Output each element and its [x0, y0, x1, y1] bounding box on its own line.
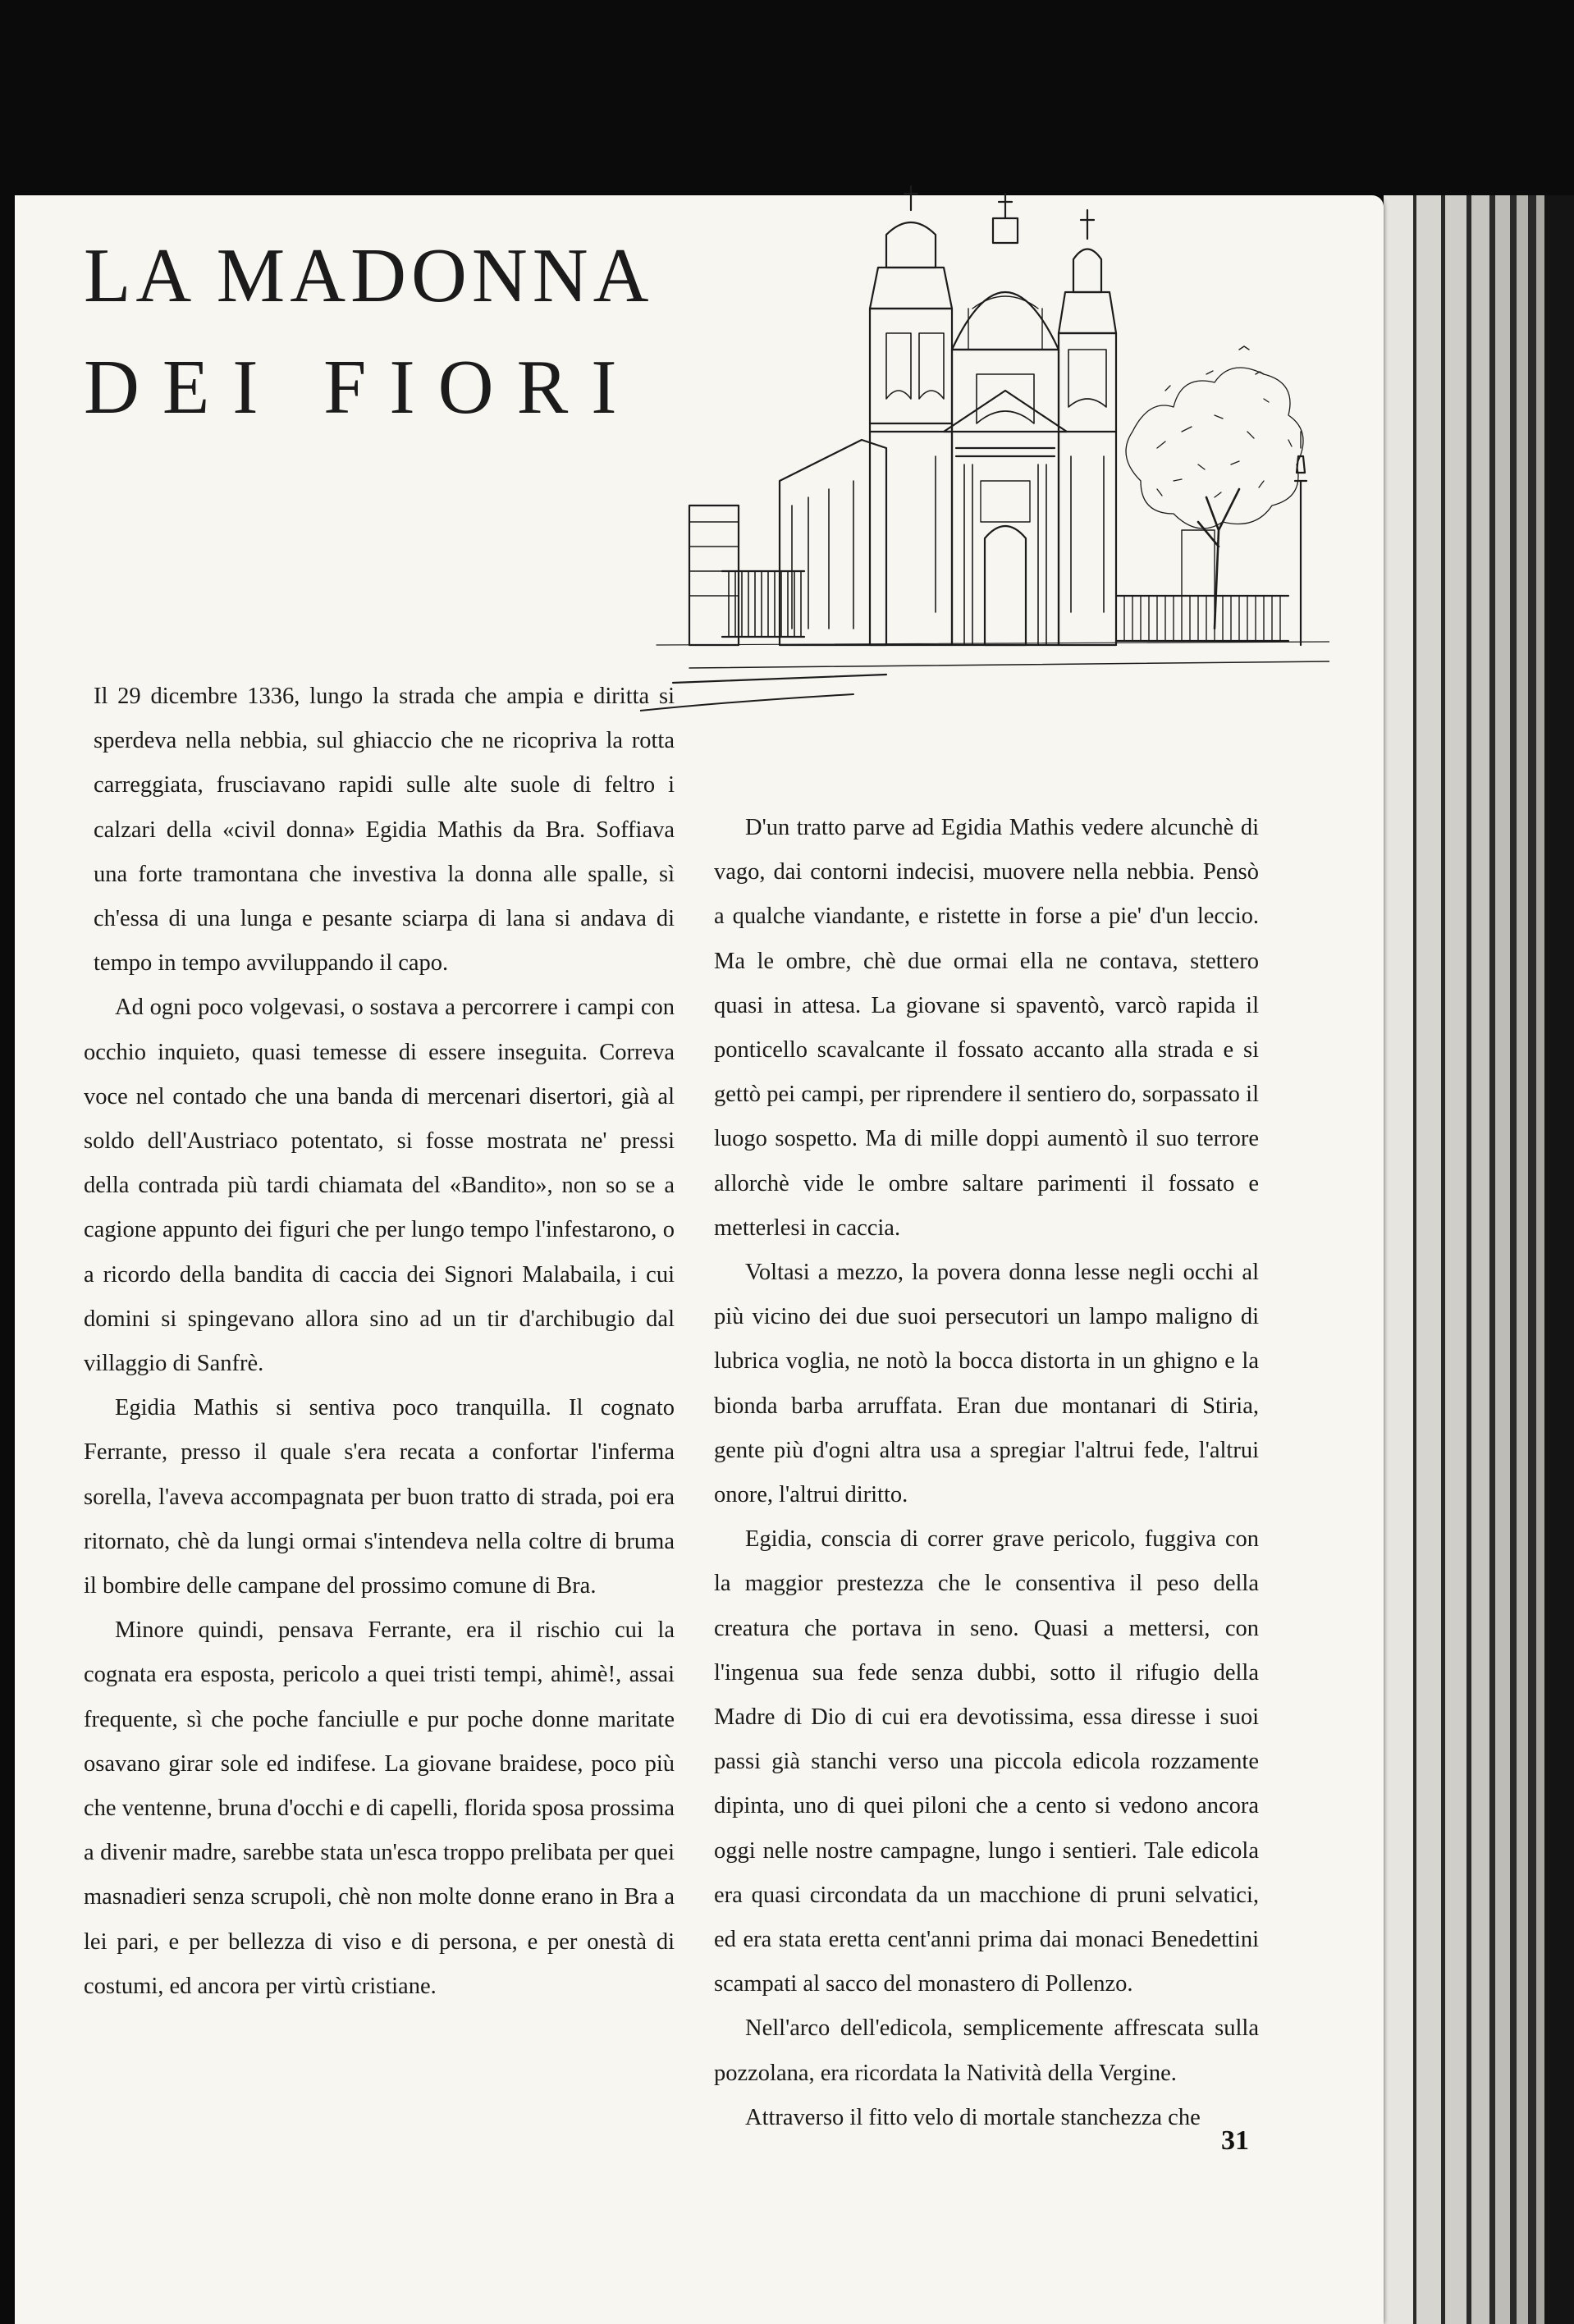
article-column-right	[714, 806, 1259, 2140]
paragraph: Il 29 dicembre 1336, lungo la strada che ampia e diritta si sperdeva nella nebbia, sul ghiaccio che ne ricopriva la rotta carreggiata, frusciavano rapidi sulle alte suole di feltro i calzari della «civil donna» Egidia Mathis da Bra. Soffiava una forte tramontana che investiva la donna alle spalle, sì ch'essa di una lunga e pesante sciarpa di lana si andava di tempo in tempo avviluppando il capo.	[94, 684, 675, 977]
paragraph: D'un tratto parve ad Egidia Mathis vedere alcunchè di vago, dai contorni indecisi, muovere nella nebbia. Pensò a qualche viandante, e ristette in forse a pie' d'un leccio. Ma le ombre, chè due ormai ella ne contava, stettero quasi in attesa. La giovane si spaventò, varcò rapida il ponticello scavalcante il fossato accanto alla strada e si gettò pei campi, per riprendere il sentiero do, sorpassato il luogo sospetto. Ma di mille doppi aumentò il suo terrore allorchè vide le ombre saltare parimenti il fossato e metterlesi in caccia.	[714, 815, 1259, 1241]
book-page-edges	[1384, 195, 1574, 2324]
paragraph: Attraverso il fitto velo di mortale stanchezza che	[745, 2104, 1201, 2130]
title-line-2: DEI FIORI	[84, 345, 640, 430]
paragraph: Minore quindi, pensava Ferrante, era il rischio cui la cognata era esposta, pericolo a quei tristi tempi, ahimè!, assai frequente, sì che poche fanciulle e pur poche donne maritate osavano girar sole ed indifese. La giovane braidese, poco più che ventenne, bruna d'occhi e di capelli, florida sposa prossima a divenir madre, sarebbe stata un'esca troppo prelibata per quei masnadieri senza scrupoli, chè non molte donne erano in Bra a lei pari, e per bellezza di viso e di persona, e per onestà di costumi, ed ancora per virtù cristiane.	[84, 1617, 675, 1999]
article-title	[84, 231, 658, 432]
paragraph: Ad ogni poco volgevasi, o sostava a percorrere i campi con occhio inquieto, quasi temesse di essere inseguita. Correva voce nel contado che una banda di mercenari disertori, già al soldo dell'Austriaco potentato, si fosse mostrata ne' pressi della contrada più tardi chiamata del «Bandito», non so se a cagione appunto dei figuri che per lungo tempo l'infestarono, o a ricordo della bandita di caccia dei Signori Malabaila, i cui domini si spingevano allora sino ad un tir d'archibugio dal villaggio di Sanfrè.	[84, 995, 675, 1377]
paragraph: Egidia Mathis si sentiva poco tranquilla. Il cognato Ferrante, presso il quale s'era recata a confortar l'inferma sorella, l'aveva accompagnata per buon tratto di strada, poi era ritornato, chè da lungi ormai s'intendeva nella coltre di bruma il bombire delle campane del prossimo comune di Bra.	[84, 1395, 675, 1599]
church-illustration-icon	[640, 185, 1329, 719]
page-number: 31	[1221, 2125, 1249, 2156]
title-line-1: LA MADONNA	[84, 233, 654, 318]
paragraph: Voltasi a mezzo, la povera donna lesse negli occhi al più vicino dei due suoi persecutori un lampo maligno di lubrica voglia, ne notò la bocca distorta in un ghigno e la bionda barba arruffata. Eran due montanari di Stiria, gente più d'ogni altra usa a spregiar l'altrui fede, l'altrui onore, l'altrui diritto.	[714, 1260, 1259, 1508]
paragraph: Egidia, conscia di correr grave pericolo, fuggiva con la maggior prestezza che le consentiva il peso della creatura che portava in seno. Quasi a mettersi, con l'ingenua sua fede senza dubbi, sotto il rifugio della Madre di Dio di cui era devotissima, essa diresse i suoi passi già stanchi verso una piccola edicola rozzamente dipinta, uno di quei piloni che a cento si vedono ancora oggi nelle nostre campagne, lungo i sentieri. Tale edicola era quasi circondata da un macchione di pruni selvatici, ed era stata eretta cent'anni prima dai monaci Benedettini scampati al sacco del monastero di Pollenzo.	[714, 1526, 1259, 1997]
article-column-left	[84, 675, 675, 2009]
paragraph: Nell'arco dell'edicola, semplicemente affrescata sulla pozzolana, era ricordata la Natività della Vergine.	[714, 2015, 1259, 2086]
